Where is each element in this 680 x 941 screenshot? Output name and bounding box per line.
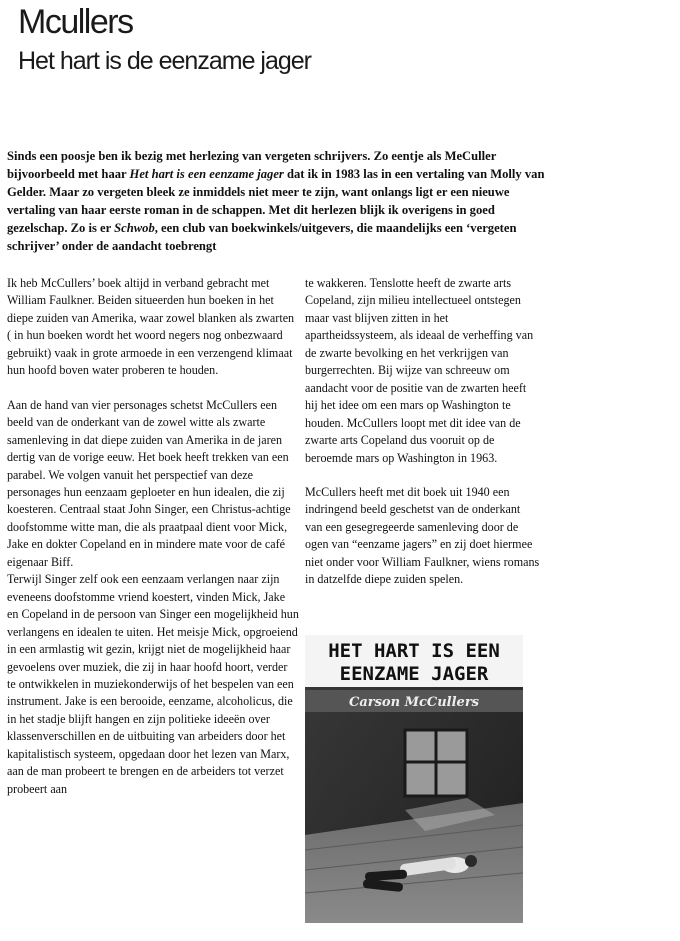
book-cover-image (305, 635, 523, 923)
intro-book-title: Het hart is een eenzame jager (129, 167, 284, 182)
body-paragraph: Aan de hand van vier personages schetst McCullers een beeld van de onderkant van de zowel witte als zwarte samenleving in dat diepe zuiden van Amerika in de jaren dertig van de vorige eeuw. Het boek heeft trekken van een parabel. We volgen vanuit het perspectief van deze personages hun eenzaam geploeter en hun idealen, die zij koesteren. Centraal staat John Singer, een Christus-achtige doofstomme witte man, die als praatpaal dient voor Mick, Jake en dokter Copeland en in mindere mate voor de café eigenaar Biff. (7, 397, 291, 569)
cover-author: Carson McCullers (348, 695, 480, 710)
body-paragraph: McCullers heeft met dit boek uit 1940 een indringend beeld geschetst van de onderkant van een gesegregeerde samenleving door de ogen van “eenzame jagers” en zij doet hiermee niet onder voor William Faulkner, wiens romans in datzelfde diepe zuiden spelen. (305, 484, 540, 587)
cover-title-line1: HET HART IS EEN (328, 640, 500, 662)
intro-text-3: , een club van boekwinkels/uitgevers, die maandelijks een ‘vergeten schrijver’ onder de aandacht toebrengt (7, 221, 517, 254)
page-title: Mcullers (18, 3, 133, 41)
cover-title-line2: EENZAME JAGER (339, 663, 489, 685)
body-paragraph: Terwijl Singer zelf ook een eenzaam verlangen naar zijn eveneens doofstomme vriend koestert, vinden Mick, Jake en Copeland in de persoon van Singer een mogelijkheid hun verlangens en idealen te uiten. Het meisje Mick, opgroeiend in een armlastig wit gezin, krijgt niet de mogelijkheid haar gevoelens over muziek, die zij in haar hoofd hoort, verder te ontwikkelen in muziekonderwijs of het bespelen van een instrument. Jake is een berooide, eenzame, alcoholicus, die in het stadje blijft hangen en zijn politieke ideeën over klassenverschillen en de uitbuiting van arbeiders door het kapitalistisch systeem, opgedaan door het lezen van Marx, aan de man probeert te brengen en de arbeiders tot verzet probeert aan (7, 572, 299, 796)
body-column-right (305, 275, 540, 589)
body-paragraph: te wakkeren. Tenslotte heeft de zwarte arts Copeland, zijn milieu intellectueel ontstegen maar vast blijven zitten in het apartheidssysteem, als ideaal de verheffing van de zwarte bevolking en het verkrijgen van burgerrechten. Bij wijze van schreeuw om aandacht voor de positie van de zwarten heeft hij het idee om een mars op Washington te houden. McCullers loopt met dit idee van de zwarte arts Copeland dus vooruit op de beroemde mars op Washington in 1963. (305, 276, 534, 465)
intro-club-name: Schwob (114, 221, 155, 236)
book-cover-artwork (305, 635, 523, 923)
intro-text-2: dat ik in 1983 las in een vertaling van Molly van Gelder. Maar zo vergeten bleek ze inmiddels niet meer te zijn, want onlangs ligt er een nieuwe vertaling van haar eerste roman in de schappen. Met dit herlezen blijk ik overigens in goed gezelschap. Zo is er (7, 167, 545, 236)
intro-paragraph (7, 147, 547, 256)
body-paragraph: Ik heb McCullers’ boek altijd in verband gebracht met William Faulkner. Beiden situeerden hun boeken in het diepe zuiden van Amerika, waar zowel blanken als zwarten ( in hun boeken wordt het woord negers nog onbezwaard gebruikt) vaak in grote armoede in een verzengend klimaat hun hoofd boven water proberen te houden. (7, 276, 295, 378)
intro-text-1: Sinds een poosje ben ik bezig met herlezing van vergeten schrijvers. Zo eentje als MeCuller bijvoorbeeld met haar (7, 149, 497, 182)
body-column-left (7, 275, 299, 798)
page-subtitle: Het hart is de eenzame jager (18, 47, 312, 75)
